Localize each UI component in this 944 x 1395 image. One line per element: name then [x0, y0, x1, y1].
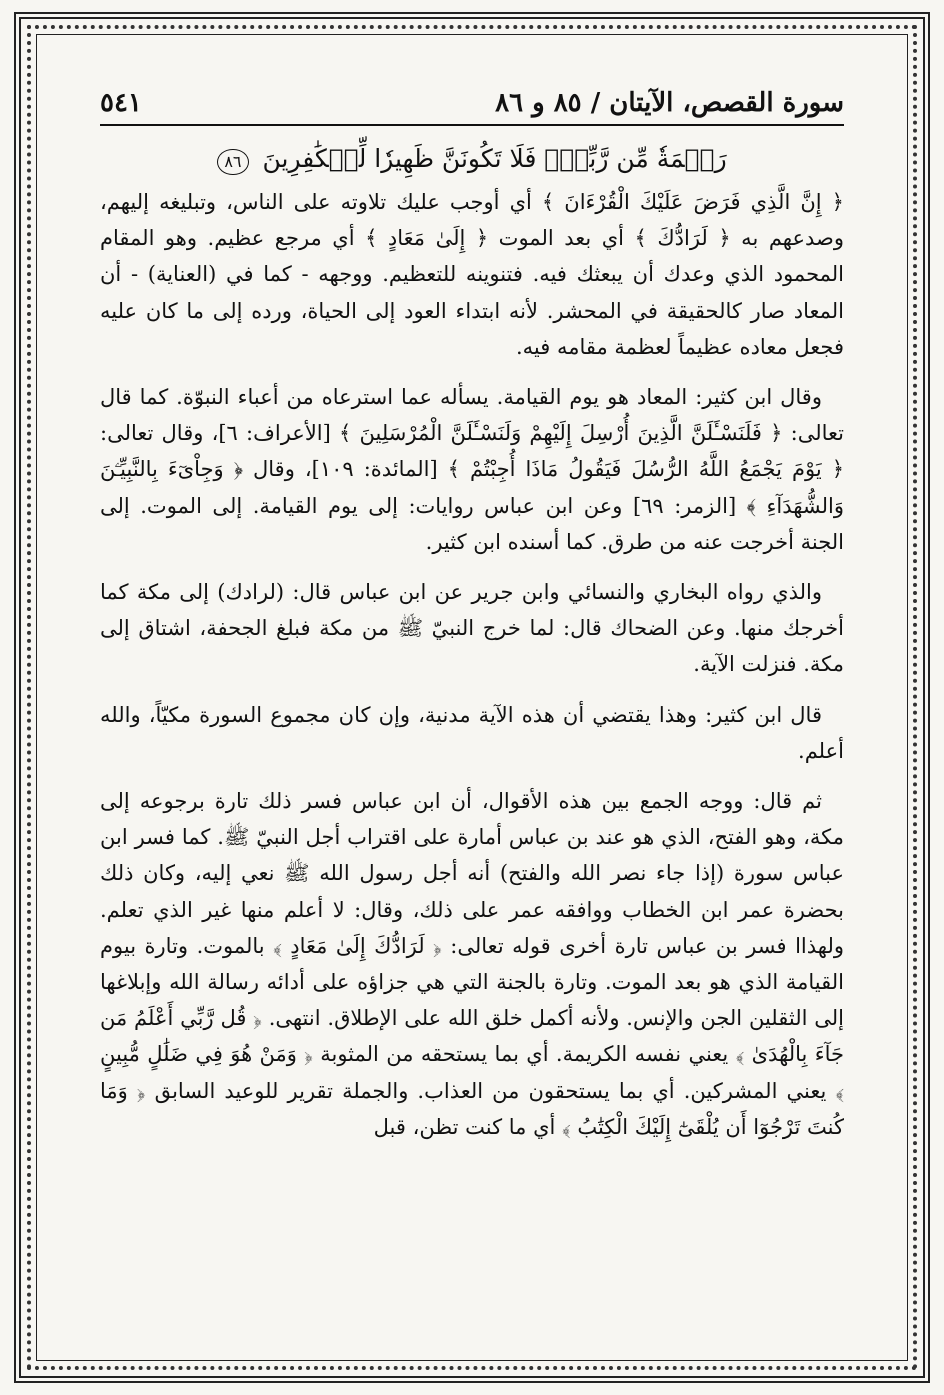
verse-number-marker: ٨٦	[217, 149, 248, 175]
paragraph-5: ثم قال: ووجه الجمع بين هذه الأقوال، أن ابن عباس فسر ذلك تارة برجوعه إلى مكة، وهو الفتح، الذي هو عند بن عباس أمارة على اقتراب أجل النبيّ ﷺ. كما فسر ابن عباس سورة (إذا جاء نصر الله والفتح) أنه أجل رسول الله ﷺ نعي إليه، وكان ذلك بحضرة عمر ابن الخطاب ووافقه عمر على ذلك، وقال: لا أعلم منها غير الذي تعلم. ولهذاا فسر بن عباس تارة أخرى قوله تعالى: ﴿ لَرَادُّكَ إِلَىٰ مَعَادٍ ﴾ بالموت. وتارة بيوم القيامة الذي هو بعد الموت. وتارة بالجنة التي هي جزاؤه على أدائه رسالة الله وإبلاغها إلى الثقلين الجن والإنس. ولأنه أكمل خلق الله على الإطلاق. انتهى. ﴿ قُل رَّبِّي أَعْلَمُ مَن جَآءَ بِالْهُدَىٰ ﴾ يعني نفسه الكريمة. أي بما يستحقه من المثوبة ﴿ وَمَنْ هُوَ فِي ضَلَٰلٍ مُّبِينٍ ﴾ يعني المشركين. أي بما يستحقون من العذاب. والجملة تقرير للوعيد السابق ﴿ وَمَا كُنتَ تَرْجُوٓا أَن يُلْقَىٰٓ إِلَيْكَ الْكِتَٰبُ ﴾ أي ما كنت تظن، قبل	[100, 789, 844, 1139]
paragraph-2: وقال ابن كثير: المعاد هو يوم القيامة. يسأله عما استرعاه من أعباء النبوّة. كما قال تعالى: ﴿ فَلَنَسْـَٔلَنَّ الَّذِينَ أُرْسِلَ إِلَيْهِمْ وَلَنَسْـَٔلَنَّ الْمُرْسَلِينَ ﴾ [الأعراف: ٦]، وقال تعالى: ﴿ يَوْمَ يَجْمَعُ اللَّهُ الرُّسُلَ فَيَقُولُ مَاذَا أُجِبْتُمْ ﴾ [المائدة: ١٠٩]، وقال ﴿ وَجِاْىٓءَ بِالنَّبِيِّـۧنَ وَالشُّهَدَآءِ ﴾ [الزمر: ٦٩] وعن ابن عباس روايات: إلى يوم القيامة. إلى الموت. إلى الجنة أخرجت عنه من طرق. كما أسنده ابن كثير.	[100, 385, 844, 554]
verse-text: رَحۡمَةٗ مِّن رَّبِّكَۖ فَلَا تَكُونَنَّ ظَهِيرٗا لِّلۡكَٰفِرِينَ	[262, 144, 727, 173]
paragraph-1: ﴿ إِنَّ الَّذِي فَرَضَ عَلَيْكَ الْقُرْءَانَ ﴾ أي أوجب عليك تلاوته على الناس، وتبليغه إليهم، وصدعهم به ﴿ لَرَادُّكَ ﴾ أي بعد الموت ﴿ إِلَىٰ مَعَادٍ ﴾ أي مرجع عظيم. وهو المقام المحمود الذي وعدك أن يبعثك فيه. فتنوينه للتعظيم. ووجهه - كما في (العناية) - أن المعاد صار كالحقيقة في المحشر. لأنه ابتداء العود إلى الحياة، ورده إلى ما كان عليه فجعل معاده عظيماً لعظمة مقامه فيه.	[100, 190, 844, 359]
page-body	[100, 138, 844, 1145]
quran-verse	[100, 138, 844, 180]
paragraph-4: قال ابن كثير: وهذا يقتضي أن هذه الآية مدنية، وإن كان مجموع السورة مكيّاً، والله أعلم.	[100, 702, 844, 763]
surah-title: سورة القصص، الآيتان / ٨٥ و ٨٦	[495, 88, 844, 118]
page-header	[100, 70, 844, 126]
page-number: ٥٤١	[100, 88, 142, 118]
paragraph-3: والذي رواه البخاري والنسائي وابن جرير عن ابن عباس قال: (لرادك) إلى مكة كما أخرجك منها. وعن الضحاك قال: لما خرج النبيّ ﷺ من مكة فبلغ الجحفة، اشتاق إلى مكة. فنزلت الآية.	[100, 580, 844, 677]
